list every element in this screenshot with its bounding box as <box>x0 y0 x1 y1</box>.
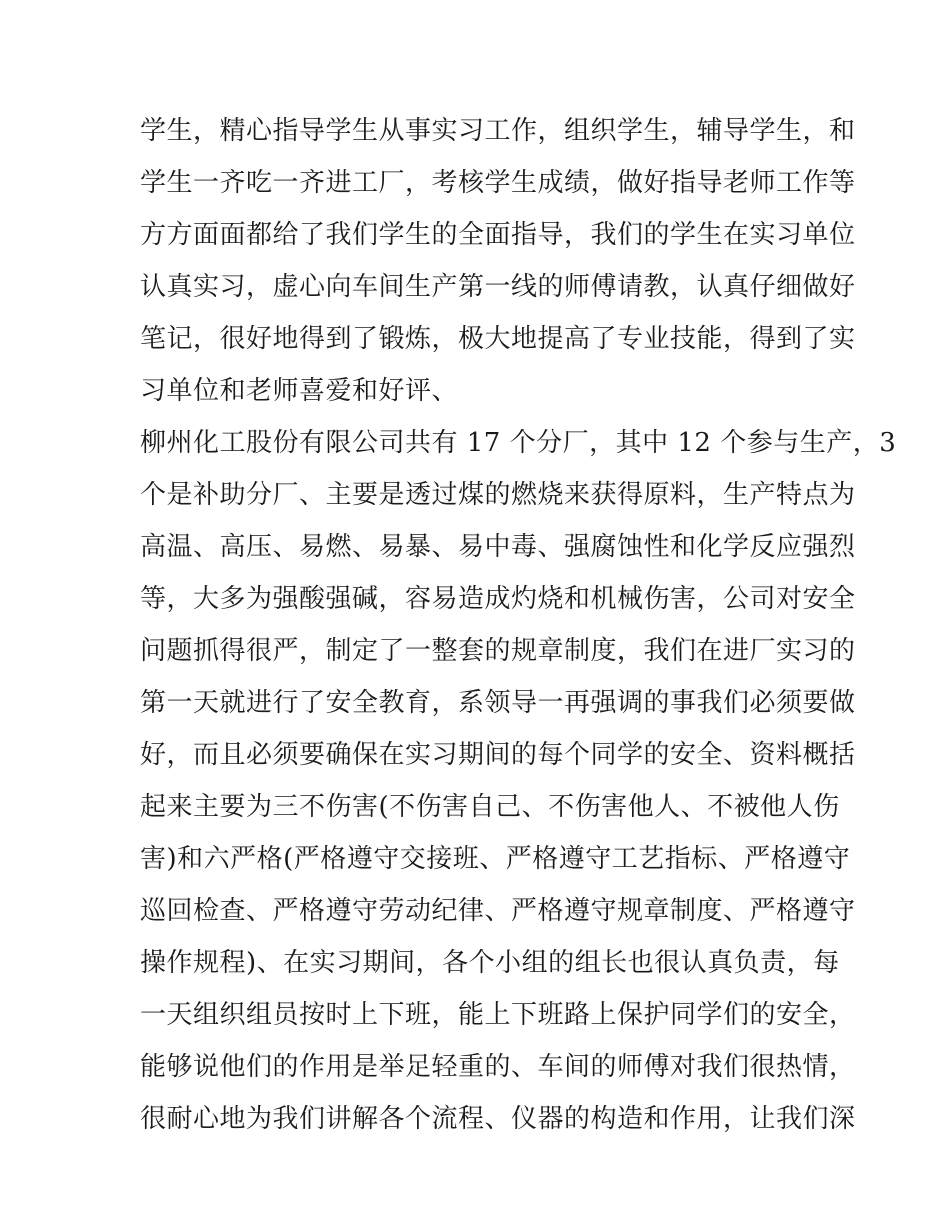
text-line: 笔记，很好地得到了锻炼，极大地提高了专业技能，得到了实 <box>140 324 856 354</box>
text-line: 能够说他们的作用是举足轻重的、车间的师傅对我们很热情， <box>140 1052 856 1082</box>
text-line: 好，而且必须要确保在实习期间的每个同学的安全、资料概括 <box>140 740 856 770</box>
text-line: 起来主要为三不伤害(不伤害自己、不伤害他人、不被他人伤 <box>140 792 840 822</box>
text-line: 等，大多为强酸强碱，容易造成灼烧和机械伤害，公司对安全 <box>140 584 856 614</box>
text-line: 很耐心地为我们讲解各个流程、仪器的构造和作用，让我们深 <box>140 1104 856 1134</box>
body-text <box>140 105 897 1145</box>
text-line: 习单位和老师喜爱和好评、 <box>140 376 459 406</box>
text-line: 学生一齐吃一齐进工厂，考核学生成绩，做好指导老师工作等 <box>140 168 856 198</box>
text-line: 学生，精心指导学生从事实习工作，组织学生，辅导学生，和 <box>140 116 856 146</box>
text-line: 方方面面都给了我们学生的全面指导，我们的学生在实习单位 <box>140 220 856 250</box>
text-line: 一天组织组员按时上下班，能上下班路上保护同学们的安全， <box>140 1000 856 1030</box>
text-line: 问题抓得很严，制定了一整套的规章制度，我们在进厂实习的 <box>140 636 856 666</box>
text-line: 第一天就进行了安全教育，系领导一再强调的事我们必须要做 <box>140 688 856 718</box>
text-line: 柳州化工股份有限公司共有 17 个分厂，其中 12 个参与生产，3 <box>140 428 897 458</box>
text-line: 认真实习，虚心向车间生产第一线的师傅请教，认真仔细做好 <box>140 272 856 302</box>
text-line: 高温、高压、易燃、易暴、易中毒、强腐蚀性和化学反应强烈 <box>140 532 856 562</box>
text-line: 操作规程)、在实习期间，各个小组的组长也很认真负责，每 <box>140 948 840 978</box>
text-line: 个是补助分厂、主要是透过煤的燃烧来获得原料，生产特点为 <box>140 480 856 510</box>
text-line: 巡回检查、严格遵守劳动纪律、严格遵守规章制度、严格遵守 <box>140 896 856 926</box>
text-line: 害)和六严格(严格遵守交接班、严格遵守工艺指标、严格遵守 <box>140 844 851 874</box>
